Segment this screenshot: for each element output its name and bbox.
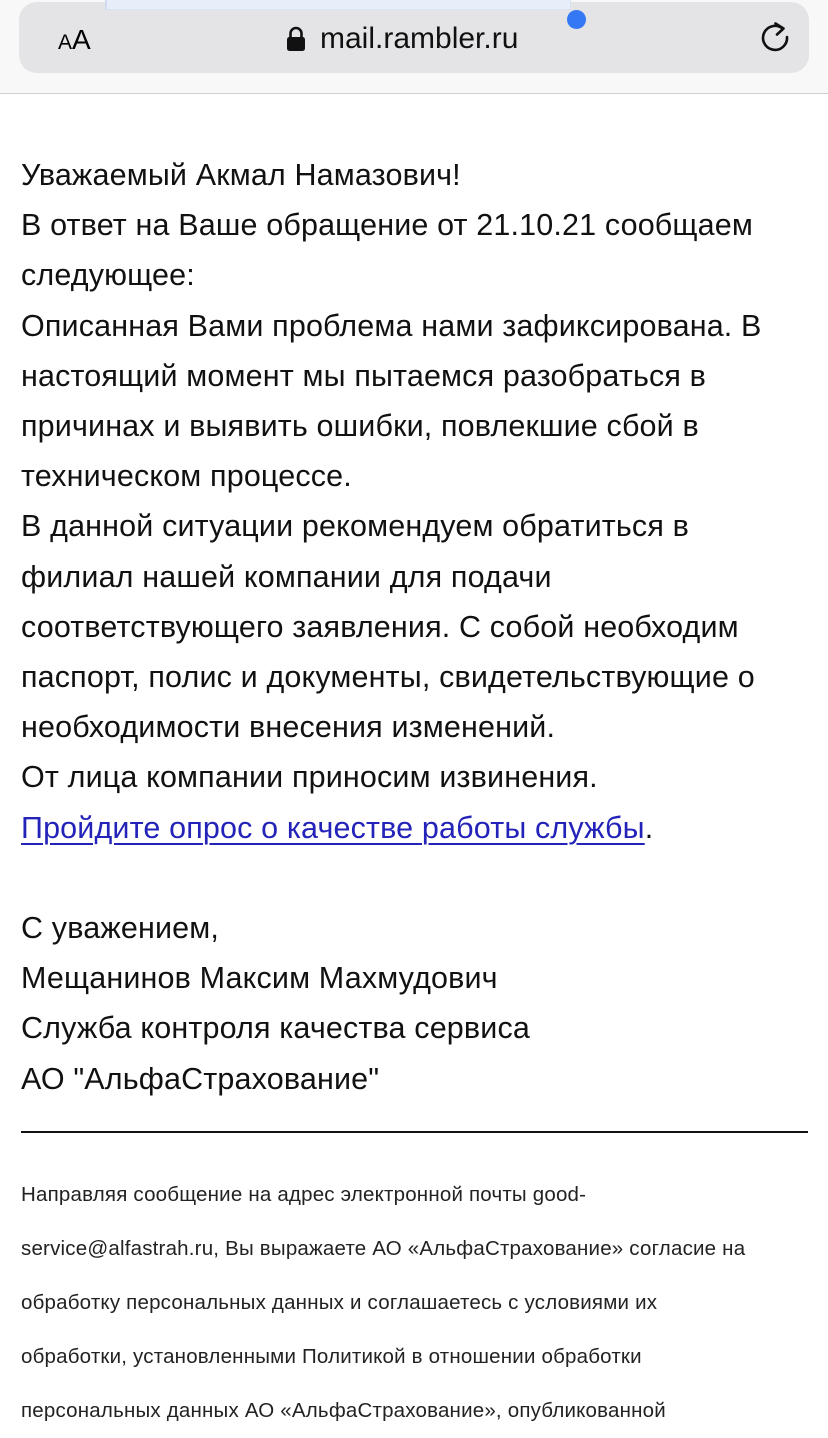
body-line: В ответ на Ваше обращение от 21.10.21 сообщаем	[21, 208, 754, 243]
email-footer-disclaimer	[21, 1168, 811, 1424]
survey-line	[21, 803, 813, 853]
address-bar[interactable]	[19, 2, 809, 73]
footer-line: обработки, установленными Политикой в отношении обработки	[21, 1345, 642, 1368]
text-size-button[interactable]	[58, 22, 91, 58]
signature-closing: С уважением,	[21, 911, 220, 946]
footer-divider	[21, 1131, 808, 1133]
body-line: соответствующего заявления. С собой необходим	[21, 609, 739, 644]
footer-line: Направляя сообщение на адрес электронной почты good-	[21, 1183, 587, 1206]
survey-link[interactable]: Пройдите опрос о качестве работы службы	[21, 810, 645, 845]
footer-line: персональных данных АО «АльфаСтрахование», опубликованной	[21, 1399, 666, 1422]
body-line: следующее:	[21, 258, 195, 293]
email-body	[21, 150, 813, 1104]
url-display[interactable]	[286, 19, 518, 59]
body-line: необходимости внесения изменений.	[21, 710, 556, 745]
signature-company: АО "АльфаСтрахование"	[21, 1061, 380, 1096]
body-line: настоящий момент мы пытаемся разобраться в	[21, 358, 707, 393]
body-line: причинах и выявить ошибки, повлекшие сбой в	[21, 409, 699, 444]
body-line: Описанная Вами проблема нами зафиксирована. В	[21, 308, 762, 343]
lock-icon	[286, 26, 306, 52]
survey-link-suffix: .	[644, 810, 654, 845]
browser-toolbar	[0, 0, 828, 94]
signature-name: Мещанинов Максим Махмудович	[21, 961, 498, 996]
body-line: филиал нашей компании для подачи	[21, 559, 552, 594]
footer-line: service@alfastrah.ru, Вы выражаете АО «АльфаСтрахование» согласие на	[21, 1237, 746, 1260]
reload-icon[interactable]	[758, 20, 792, 54]
text-size-small-label: A	[58, 31, 73, 54]
body-line: техническом процессе.	[21, 459, 352, 494]
signature-department: Служба контроля качества сервиса	[21, 1011, 530, 1046]
footer-line: обработку персональных данных и соглашаетесь с условиями их	[21, 1291, 658, 1314]
text-selection-highlight	[105, 0, 571, 10]
paragraph-gap	[21, 853, 813, 903]
body-line: От лица компании приносим извинения.	[21, 760, 598, 795]
text-size-large-label: A	[72, 24, 91, 55]
selection-handle[interactable]	[567, 10, 586, 29]
greeting: Уважаемый Акмал Намазович!	[21, 158, 461, 192]
body-line: В данной ситуации рекомендуем обратиться в	[21, 509, 689, 544]
body-line: паспорт, полис и документы, свидетельствующие о	[21, 660, 755, 695]
url-text: mail.rambler.ru	[320, 22, 519, 55]
